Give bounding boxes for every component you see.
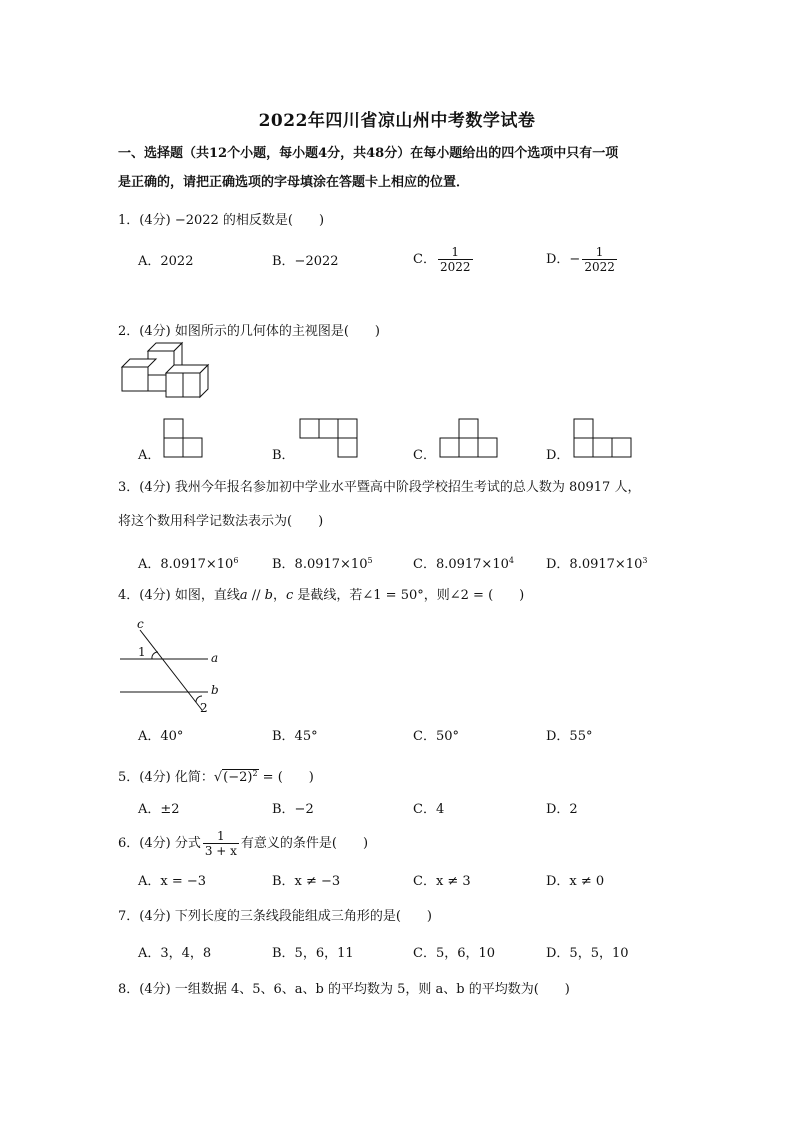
question-2-stem: 2．(4分) 如图所示的几何体的主视图是( ) — [118, 324, 380, 339]
q3-option-a-exponent: 6 — [233, 556, 239, 565]
q5-stem-pre: 5．(4分) 化简： — [118, 770, 214, 785]
question-5-stem — [118, 764, 698, 788]
q4-var-c: c — [285, 588, 294, 603]
q3-option-a[interactable] — [138, 551, 238, 575]
q1-option-d-fraction — [582, 245, 617, 274]
q6-fraction — [203, 829, 239, 858]
label-1: 1 — [138, 645, 146, 659]
q2-option-b-view-icon — [298, 417, 362, 459]
q1-option-a[interactable]: A．2022 — [138, 254, 194, 269]
q6-denominator: 3 + x — [204, 844, 237, 858]
q5-stem-post: = ( ) — [258, 770, 314, 785]
q6-option-a[interactable]: A．x = −3 — [138, 874, 207, 889]
q1-d-numerator: 1 — [582, 245, 617, 260]
q7-option-b[interactable]: B．5，6，11 — [272, 946, 354, 961]
label-a: a — [211, 651, 219, 665]
q2-option-c-label[interactable]: C． — [413, 448, 436, 463]
q7-option-c[interactable]: C．5，6，10 — [413, 946, 496, 961]
q3-option-b-exponent: 5 — [367, 556, 373, 565]
question-3-stem-line1: 3．(4分) 我州今年报名参加初中学业水平暨高中阶段学校招生考试的总人数为 80917 人， — [118, 480, 641, 495]
q2-option-d-view-icon — [572, 417, 636, 459]
q6-numerator: 1 — [203, 829, 239, 844]
section-heading-line2: 是正确的，请把正确选项的字母填涂在答题卡上相应的位置． — [118, 175, 470, 190]
q2-option-a-label[interactable]: A． — [138, 448, 161, 463]
q5-option-a[interactable]: A．±2 — [138, 802, 180, 817]
q6-option-d[interactable]: D．x ≠ 0 — [546, 874, 605, 889]
q4-var-b: b — [264, 588, 273, 603]
question-7-stem: 7．(4分) 下列长度的三条线段能组成三角形的是( ) — [118, 909, 432, 924]
q4-stem-post: 是截线，若∠1 = 50°，则∠2 = ( ) — [293, 588, 525, 603]
q2-option-c-view-icon — [438, 417, 502, 459]
q6-stem-post: 有意义的条件是( ) — [240, 836, 369, 851]
q1-c-numerator: 1 — [438, 245, 473, 260]
question-1-stem: 1．(4分) −2022 的相反数是( ) — [118, 213, 325, 228]
label-b: b — [211, 683, 219, 697]
q2-option-a-view-icon — [162, 417, 206, 459]
q1-option-c-label: C． — [413, 252, 436, 267]
q3-option-c-text: C．8.0917×10 — [413, 557, 509, 572]
q4-stem-pre: 4．(4分) 如图，直线 — [118, 588, 240, 603]
exam-title: 2022年四川省凉山州中考数学试卷 — [258, 111, 536, 131]
q5-option-c[interactable]: C．4 — [413, 802, 445, 817]
solid-figure-3d — [120, 337, 215, 401]
q4-stem-mid: ， — [272, 588, 286, 603]
q1-option-c-fraction — [438, 245, 473, 274]
sqrt-sign-icon: √ — [213, 770, 223, 785]
question-6-stem — [118, 829, 698, 858]
q5-option-b[interactable]: B．−2 — [272, 802, 314, 817]
q2-option-b-label[interactable]: B． — [272, 448, 295, 463]
q5-radicand-text: (−2) — [223, 770, 253, 785]
q3-option-b[interactable] — [272, 551, 373, 575]
q7-option-d[interactable]: D．5，5，10 — [546, 946, 629, 961]
q5-exponent: 2 — [252, 769, 258, 778]
q3-option-d-text: D．8.0917×10 — [546, 557, 643, 572]
q1-option-d[interactable] — [546, 245, 619, 274]
label-2: 2 — [200, 701, 208, 715]
q1-option-d-label: D．− — [546, 252, 581, 267]
q3-option-d[interactable] — [546, 551, 647, 575]
q4-option-c[interactable]: C．50° — [413, 729, 459, 744]
q5-option-d[interactable]: D．2 — [546, 802, 578, 817]
q4-option-a[interactable]: A．40° — [138, 729, 184, 744]
label-c: c — [137, 617, 144, 631]
parallel-lines-figure — [118, 614, 228, 718]
q3-option-c[interactable] — [413, 551, 514, 575]
q7-option-a[interactable]: A．3，4，8 — [138, 946, 212, 961]
q2-option-d-label[interactable]: D． — [546, 448, 570, 463]
question-8-stem: 8．(4分) 一组数据 4、5、6、a、b 的平均数为 5，则 a、b 的平均数为( ) — [118, 982, 570, 997]
q1-c-denominator: 2022 — [439, 260, 471, 274]
q3-option-a-text: A．8.0917×10 — [138, 557, 234, 572]
angle-1-arc — [152, 652, 158, 659]
q6-option-c[interactable]: C．x ≠ 3 — [413, 874, 471, 889]
q3-option-d-exponent: 3 — [642, 556, 648, 565]
transversal-line-c — [140, 630, 202, 710]
q1-option-b[interactable]: B．−2022 — [272, 254, 339, 269]
q4-parallel: // — [247, 588, 265, 603]
q5-radicand — [222, 769, 258, 785]
section-heading-line1: 一、选择题（共12个小题，每小题4分，共48分）在每小题给出的四个选项中只有一项 — [118, 146, 619, 161]
q3-option-b-text: B．8.0917×10 — [272, 557, 368, 572]
q1-option-c[interactable] — [413, 245, 475, 274]
question-3-stem-line2: 将这个数用科学记数法表示为( ) — [118, 514, 324, 529]
q4-option-d[interactable]: D．55° — [546, 729, 593, 744]
q4-option-b[interactable]: B．45° — [272, 729, 318, 744]
section-heading — [118, 139, 688, 197]
q6-stem-pre: 6．(4分) 分式 — [118, 836, 201, 851]
q6-option-b[interactable]: B．x ≠ −3 — [272, 874, 341, 889]
q1-d-denominator: 2022 — [584, 260, 615, 274]
q4-var-a: a — [239, 588, 248, 603]
question-4-stem — [118, 586, 698, 606]
q3-option-c-exponent: 4 — [508, 556, 514, 565]
